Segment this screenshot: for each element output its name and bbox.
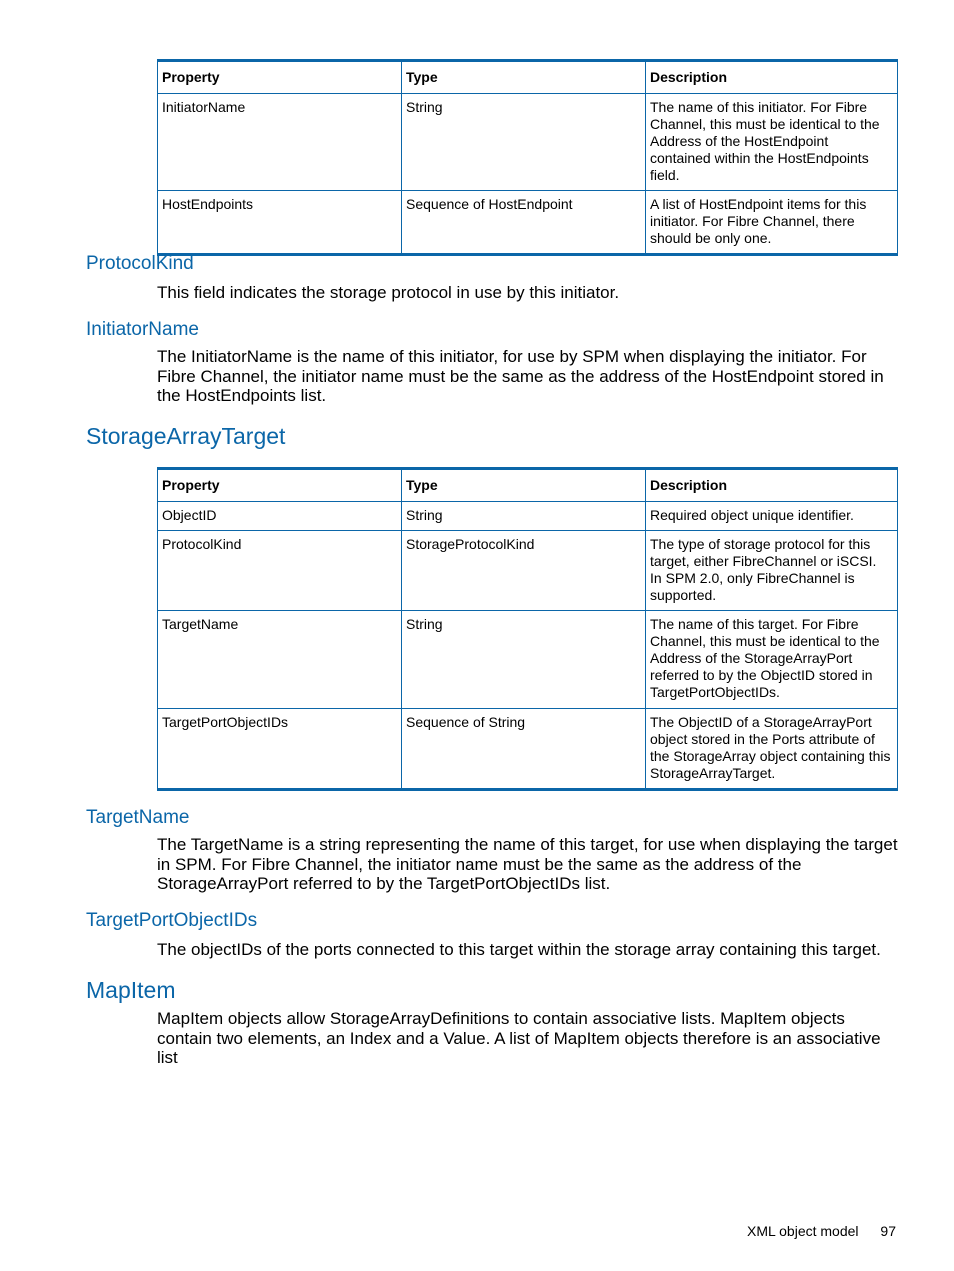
cell-type: String <box>402 611 646 709</box>
header-description: Description <box>646 61 898 94</box>
table-header-row <box>158 61 898 94</box>
table-row <box>158 191 898 255</box>
header-property: Property <box>158 469 402 502</box>
cell-description: The ObjectID of a StorageArrayPort object stored in the Ports attribute of the StorageArray object containing this StorageArrayTarget. <box>646 709 898 790</box>
heading-target-port-object-ids: TargetPortObjectIDs <box>86 910 258 931</box>
cell-type: Sequence of HostEndpoint <box>402 191 646 255</box>
cell-description: A list of HostEndpoint items for this initiator. For Fibre Channel, there should be only one. <box>646 191 898 255</box>
table-row <box>158 611 898 709</box>
heading-protocol-kind: ProtocolKind <box>86 253 194 274</box>
table-row <box>158 502 898 531</box>
cell-property: InitiatorName <box>158 94 402 191</box>
table-row <box>158 709 898 790</box>
cell-type: String <box>402 502 646 531</box>
paragraph-target-port-object-ids: The objectIDs of the ports connected to this target within the storage array containing this target. <box>157 940 881 959</box>
paragraph-initiator-name: The InitiatorName is the name of this initiator, for use by SPM when displaying the initiator. For Fibre Channel, the initiator name must be the same as the address of the HostEndpoint stored in the HostEndpoints list. <box>157 347 884 406</box>
header-type: Type <box>402 61 646 94</box>
storage-array-target-table <box>157 467 898 791</box>
cell-description: The name of this target. For Fibre Channel, this must be identical to the Address of the StorageArrayPort referred to by the ObjectID stored in TargetPortObjectIDs. <box>646 611 898 709</box>
heading-storage-array-target: StorageArrayTarget <box>86 423 286 449</box>
header-type: Type <box>402 469 646 502</box>
header-description: Description <box>646 469 898 502</box>
cell-property: ProtocolKind <box>158 531 402 611</box>
initiator-properties-table <box>157 59 898 256</box>
cell-property: HostEndpoints <box>158 191 402 255</box>
paragraph-protocol-kind: This field indicates the storage protocol in use by this initiator. <box>157 283 620 302</box>
cell-description: The type of storage protocol for this target, either FibreChannel or iSCSI. In SPM 2.0, only FibreChannel is supported. <box>646 531 898 611</box>
cell-type: Sequence of String <box>402 709 646 790</box>
paragraph-map-item: MapItem objects allow StorageArrayDefinitions to contain associative lists. MapItem objects contain two elements, an Index and a Value. A list of MapItem objects therefore is an associative list <box>157 1009 881 1068</box>
heading-map-item: MapItem <box>86 977 176 1003</box>
header-property: Property <box>158 61 402 94</box>
table-row <box>158 94 898 191</box>
table-row <box>158 531 898 611</box>
cell-type: String <box>402 94 646 191</box>
heading-initiator-name: InitiatorName <box>86 319 199 340</box>
footer-section-title: XML object model <box>746 1223 859 1239</box>
paragraph-target-name: The TargetName is a string representing the name of this target, for use when displaying the target in SPM. For Fibre Channel, the initiator name must be the same as the address of the StorageArrayPort referred to by the TargetPortObjectIDs list. <box>157 835 898 894</box>
cell-property: TargetPortObjectIDs <box>158 709 402 790</box>
page-footer <box>747 1223 896 1240</box>
cell-description: Required object unique identifier. <box>646 502 898 531</box>
heading-target-name: TargetName <box>86 807 190 828</box>
cell-property: ObjectID <box>158 502 402 531</box>
cell-description: The name of this initiator. For Fibre Channel, this must be identical to the Address of the HostEndpoint contained within the HostEndpoints field. <box>646 94 898 191</box>
table-header-row <box>158 469 898 502</box>
cell-property: TargetName <box>158 611 402 709</box>
page-number: 97 <box>880 1223 896 1239</box>
cell-type: StorageProtocolKind <box>402 531 646 611</box>
